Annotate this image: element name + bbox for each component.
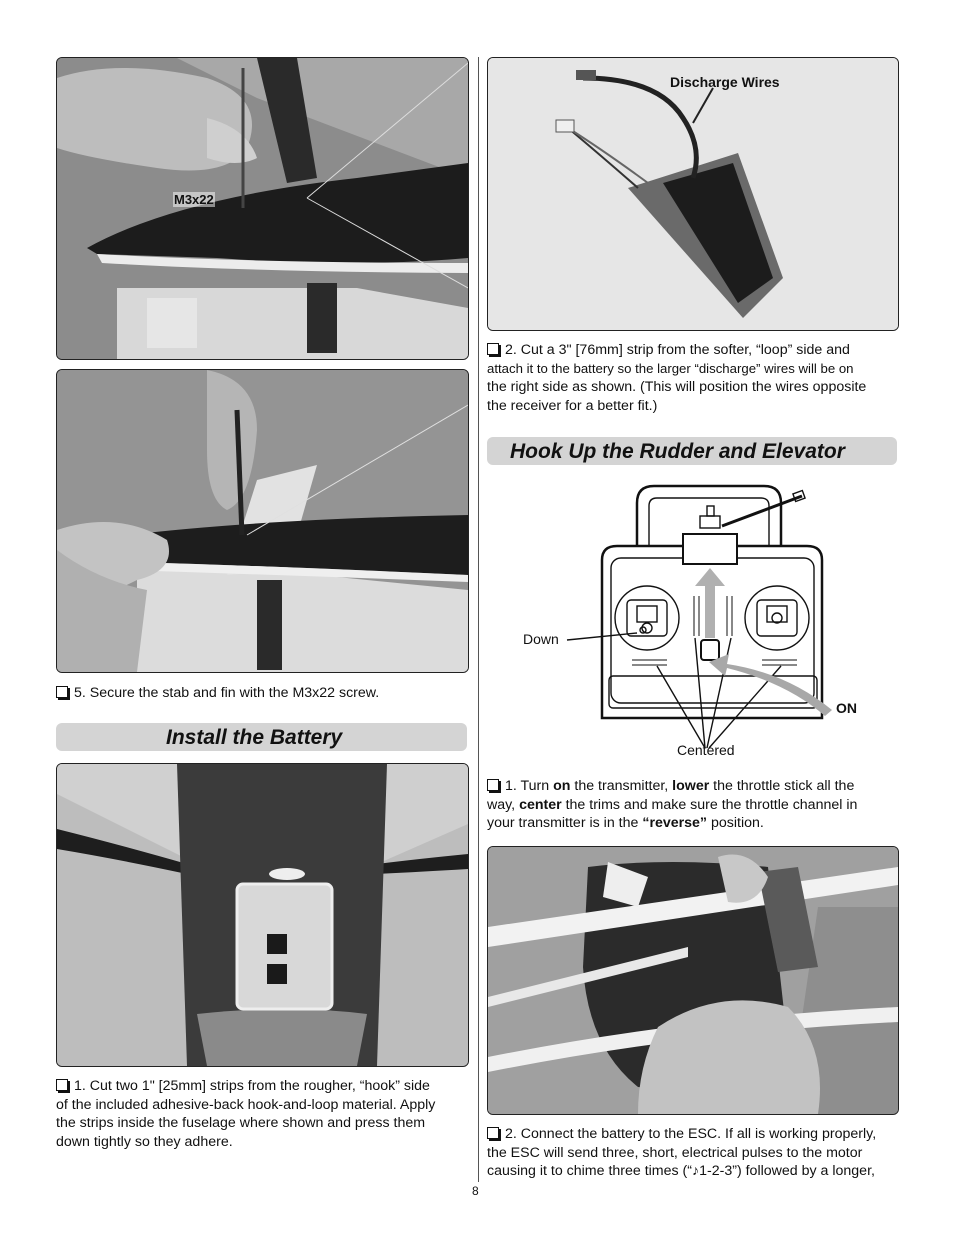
hookup-step-1-bold-center: center: [519, 796, 562, 813]
battery-step-2: [487, 341, 897, 415]
photo-stab-screwdriver: [56, 369, 469, 673]
step-5: [56, 684, 467, 703]
photo-label-m3x22: M3x22: [174, 192, 214, 207]
battery-step-2-line-2: attach it to the battery so the larger “discharge” wires will be on: [487, 360, 854, 376]
photo-fuselage-hook-strips: [56, 763, 469, 1067]
section-title-hookup: Hook Up the Rudder and Elevator: [510, 440, 845, 463]
hookup-step-2-line-2: the ESC will send three, short, electrical pulses to the motor: [487, 1144, 863, 1161]
transmitter-diagram: [487, 478, 897, 773]
photo-connect-esc: [487, 846, 899, 1115]
photo-label-discharge-wires: Discharge Wires: [670, 74, 780, 90]
checkbox-hookup-step-1[interactable]: [487, 779, 499, 791]
column-divider: [478, 57, 479, 1182]
battery-step-1: [56, 1077, 467, 1151]
hookup-step-1-bold-reverse: “reverse”: [642, 815, 708, 832]
hookup-step-1-text-5: the trims and make sure the throttle channel in: [561, 796, 858, 813]
step-5-text: 5. Secure the stab and fin with the M3x22 screw.: [74, 685, 380, 701]
page-number: 8: [472, 1184, 479, 1198]
hookup-step-1-text-4: way,: [487, 796, 520, 813]
section-banner-hookup: [487, 437, 897, 465]
battery-step-2-line-3: the right side as shown. (This will position the wires opposite: [487, 379, 867, 396]
battery-step-1-line-1: 1. Cut two 1" [25mm] strips from the rougher, “hook” side: [74, 1078, 430, 1094]
hookup-step-1-text-1: 1. Turn: [505, 778, 554, 794]
battery-step-1-line-4: down tightly so they adhere.: [56, 1133, 233, 1150]
battery-step-1-line-3: the strips inside the fuselage where shown and press them: [56, 1115, 426, 1132]
hookup-step-1-bold-lower: lower: [672, 778, 710, 794]
battery-step-1-line-2: of the included adhesive-back hook-and-loop material. Apply: [56, 1096, 436, 1113]
hookup-step-1-bold-on: on: [553, 778, 571, 794]
hookup-step-2-line-3: causing it to chime three times (“♪1-2-3”) followed by a longer,: [487, 1163, 875, 1180]
checkbox-battery-step-1[interactable]: [56, 1079, 68, 1091]
section-title-install-battery: Install the Battery: [166, 726, 343, 749]
checkbox-battery-step-2[interactable]: [487, 343, 499, 355]
hookup-step-2: [487, 1125, 897, 1181]
hookup-step-1-text-7: position.: [707, 815, 764, 832]
checkbox-step-5[interactable]: [56, 686, 68, 698]
hookup-step-1-text-2: the transmitter,: [570, 778, 673, 794]
photo-stab-screw: [56, 57, 469, 360]
hookup-step-2-line-1: 2. Connect the battery to the ESC. If all is working properly,: [505, 1126, 877, 1142]
hookup-step-1-text-6: your transmitter is in the: [487, 815, 643, 832]
checkbox-hookup-step-2[interactable]: [487, 1127, 499, 1139]
hookup-step-1: [487, 777, 897, 833]
photo-battery-discharge-wires: [487, 57, 899, 331]
battery-step-2-line-1: 2. Cut a 3" [76mm] strip from the softer, “loop” side and: [505, 342, 850, 358]
hookup-step-1-text-3: the throttle stick all the: [709, 778, 855, 794]
diagram-label-centered: Centered: [677, 742, 735, 758]
diagram-label-on: ON: [836, 700, 857, 716]
section-banner-install-battery: [56, 723, 467, 751]
diagram-label-down: Down: [523, 631, 559, 647]
battery-step-2-line-4: the receiver for a better fit.): [487, 397, 658, 414]
